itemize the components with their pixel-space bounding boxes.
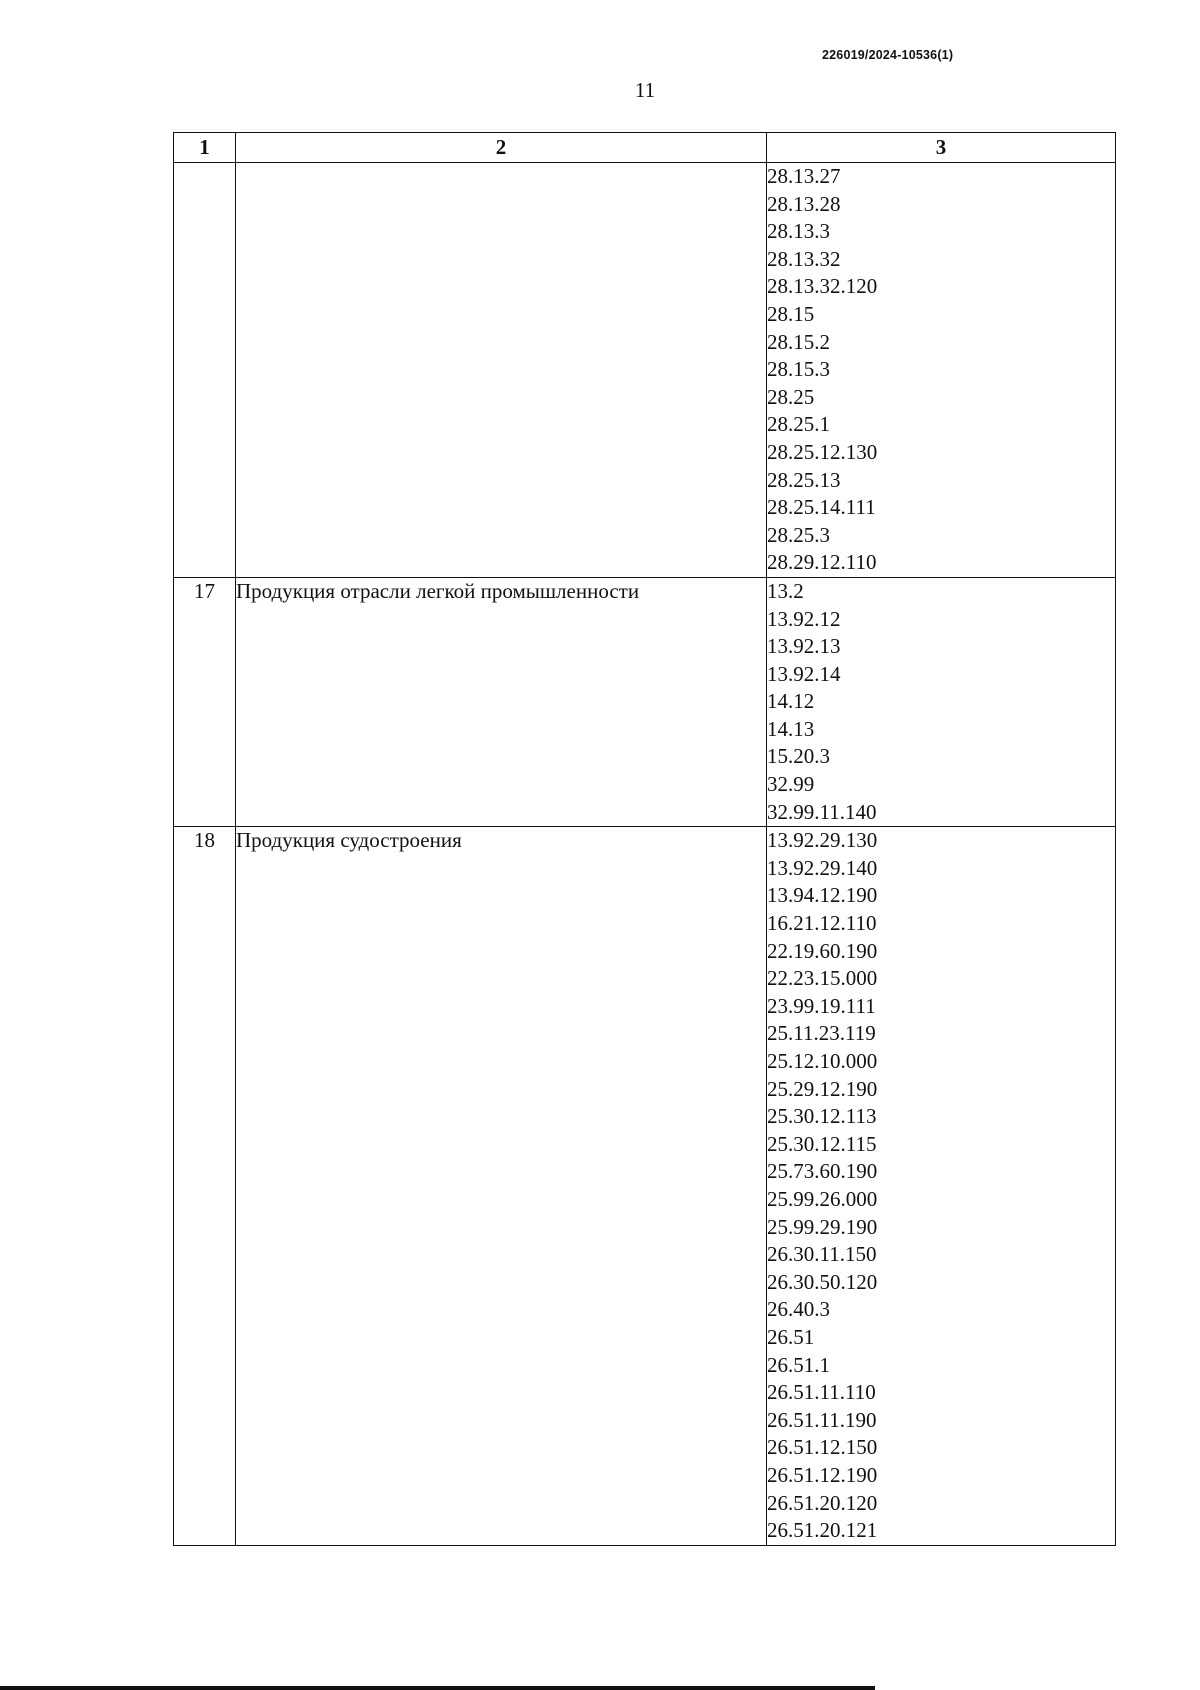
classification-code: 28.29.12.110 — [767, 550, 877, 575]
product-category-name — [236, 163, 767, 578]
classification-codes-cell — [767, 163, 1116, 578]
classification-code: 25.29.12.190 — [767, 1076, 878, 1101]
document-id: 226019/2024-10536(1) — [822, 48, 954, 62]
classification-code: 32.99.11.140 — [767, 799, 877, 824]
classification-code: 25.99.29.190 — [767, 1214, 878, 1239]
row-number: 17 — [174, 577, 236, 826]
table-row — [174, 827, 1116, 1545]
classification-code: 28.13.3 — [767, 219, 830, 244]
classification-code: 28.15.3 — [767, 357, 830, 382]
classification-code: 26.40.3 — [767, 1297, 830, 1322]
classification-code: 13.92.12 — [767, 606, 841, 631]
classification-code: 25.30.12.115 — [767, 1131, 877, 1156]
page-number: 11 — [634, 78, 656, 102]
classification-code: 28.13.27 — [767, 164, 841, 188]
classification-code: 26.51.1 — [767, 1352, 830, 1377]
classification-code: 28.25.1 — [767, 412, 830, 437]
classification-code: 28.15.2 — [767, 329, 830, 354]
classification-code: 28.13.32 — [767, 246, 841, 271]
classification-code: 26.30.11.150 — [767, 1242, 877, 1267]
classification-code: 13.92.29.130 — [767, 828, 878, 853]
classification-code: 32.99 — [767, 772, 815, 797]
classification-code: 25.12.10.000 — [767, 1049, 878, 1073]
product-category-name: Продукция отрасли легкой промышленности — [236, 577, 767, 826]
classification-code: 15.20.3 — [767, 744, 830, 769]
column-header-1: 1 — [174, 133, 236, 163]
codes-table — [173, 132, 1116, 1546]
row-number — [174, 163, 236, 578]
classification-code: 26.51.12.190 — [767, 1462, 878, 1487]
classification-code: 25.73.60.190 — [767, 1159, 878, 1184]
table-row — [174, 163, 1116, 578]
classification-code: 26.51.20.120 — [767, 1490, 878, 1515]
classification-code: 28.13.32.120 — [767, 274, 878, 299]
classification-code: 28.25.13 — [767, 467, 841, 492]
classification-code: 13.92.14 — [767, 661, 841, 686]
classification-code: 13.94.12.190 — [767, 883, 878, 908]
classification-code: 13.92.29.140 — [767, 855, 878, 880]
classification-code: 26.51.20.121 — [767, 1518, 878, 1543]
classification-code: 22.23.15.000 — [767, 966, 878, 991]
classification-code: 28.15 — [767, 301, 815, 326]
classification-code: 26.51.11.110 — [767, 1380, 876, 1405]
classification-code: 22.19.60.190 — [767, 938, 878, 963]
table-row — [174, 577, 1116, 826]
table-body — [174, 163, 1116, 1546]
classification-code: 28.25.14.111 — [767, 495, 876, 520]
classification-code: 14.12 — [767, 689, 815, 714]
classification-code: 26.30.50.120 — [767, 1269, 878, 1294]
column-header-2: 2 — [236, 133, 767, 163]
classification-code: 14.13 — [767, 716, 815, 741]
bottom-scan-rule — [0, 1686, 875, 1690]
classification-codes-cell — [767, 577, 1116, 826]
classification-code: 13.2 — [767, 578, 804, 603]
product-category-name: Продукция судостроения — [236, 827, 767, 1545]
classification-code: 26.51.11.190 — [767, 1407, 877, 1432]
classification-code: 28.25 — [767, 384, 815, 409]
column-header-3: 3 — [767, 133, 1116, 163]
row-number: 18 — [174, 827, 236, 1545]
classification-codes-cell — [767, 827, 1116, 1545]
classification-code: 13.92.13 — [767, 634, 841, 659]
classification-code: 28.25.12.130 — [767, 439, 878, 464]
classification-code: 25.30.12.113 — [767, 1104, 877, 1129]
classification-code: 28.13.28 — [767, 191, 841, 216]
classification-code: 26.51.12.150 — [767, 1435, 878, 1460]
classification-code: 25.11.23.119 — [767, 1021, 876, 1046]
classification-code: 26.51 — [767, 1324, 815, 1349]
classification-code: 28.25.3 — [767, 522, 830, 547]
classification-code: 16.21.12.110 — [767, 911, 877, 936]
table-header-row — [174, 133, 1116, 163]
classification-code: 23.99.19.111 — [767, 993, 876, 1018]
classification-code: 25.99.26.000 — [767, 1186, 878, 1211]
